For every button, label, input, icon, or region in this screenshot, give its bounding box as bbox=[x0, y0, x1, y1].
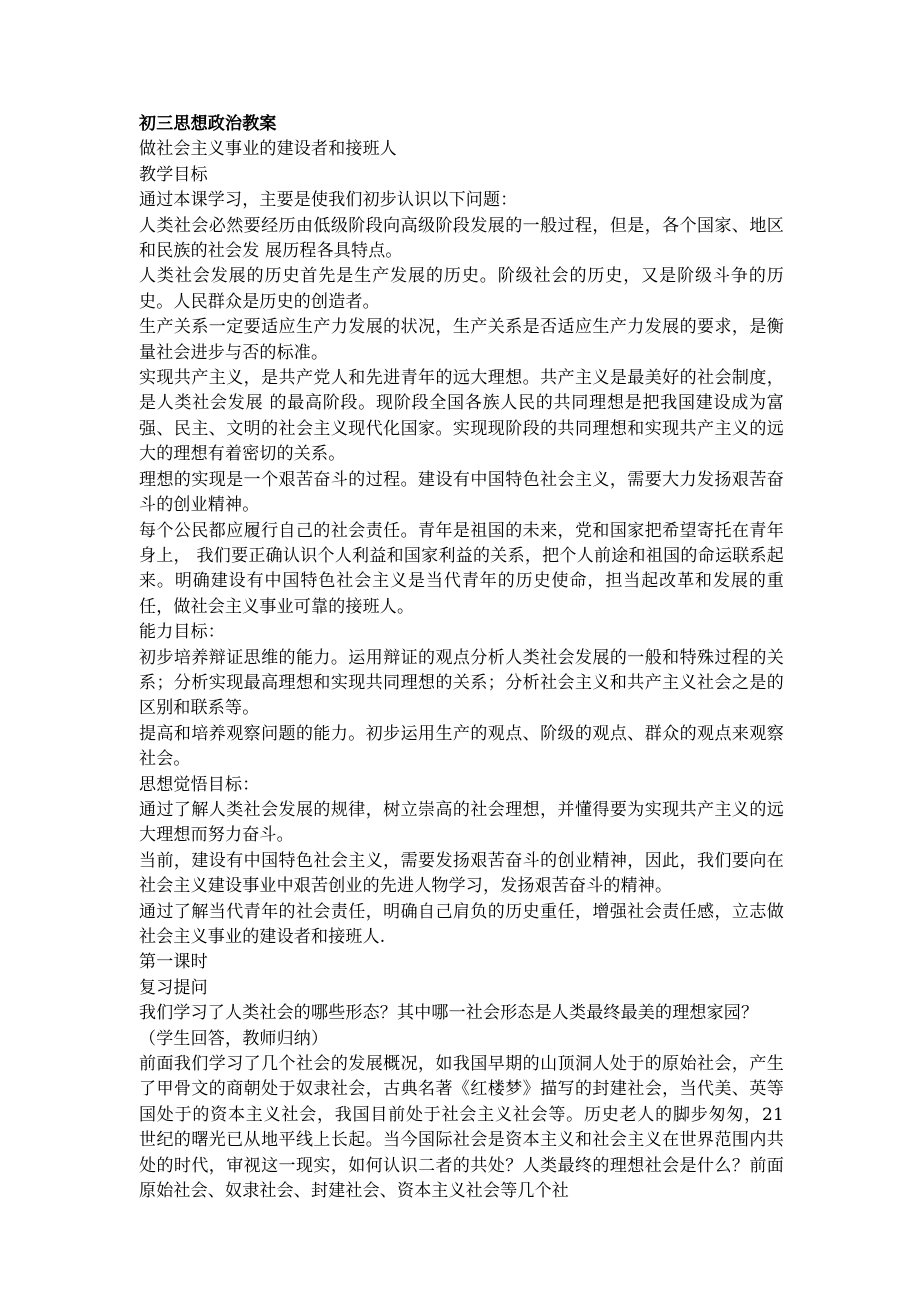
document-body bbox=[139, 112, 784, 1204]
paragraph: 通过了解人类社会发展的规律，树立崇高的社会理想，并懂得要为实现共产主义的远大理想而努力奋斗。 bbox=[139, 799, 784, 846]
section-heading-ability-goals: 能力目标： bbox=[139, 622, 225, 643]
paragraph: 生产关系一定要适应生产力发展的状况，生产关系是否适应生产力发展的要求，是衡量社会进步与否的标准。 bbox=[139, 317, 784, 363]
lesson-heading: 做社会主义事业的建设者和接班人 bbox=[139, 139, 397, 160]
paragraph: （学生回答，教师归纳） bbox=[139, 1028, 329, 1049]
paragraph: 实现共产主义，是共产党人和先进青年的远大理想。共产主义是最美好的社会制度，是人类社会发展 的最高阶段。现阶段全国各族人民的共同理想是把我国建设成为富强、民主、文明的社会主义现代化国家。实现现阶段的共同理想和实现共产主义的远大的理想有着密切的关系。 bbox=[139, 368, 784, 465]
paragraph: 每个公民都应履行自己的社会责任。青年是祖国的未来，党和国家把希望寄托在青年身上， 我们要正确认识个人利益和国家利益的关系，把个人前途和祖国的命运联系起来。明确建设有中国特色社会主义是当代青年的历史使命，担当起改革和发展的重任，做社会主义事业可靠的接班人。 bbox=[139, 520, 784, 617]
paragraph: 人类社会发展的历史首先是生产发展的历史。阶级社会的历史，又是阶级斗争的历史。人民群众是历史的创造者。 bbox=[139, 266, 784, 312]
document-title: 初三思想政治教案 bbox=[139, 114, 277, 134]
section-heading-teaching-goals: 教学目标 bbox=[139, 164, 208, 185]
paragraph: 我们学习了人类社会的哪些形态？其中哪一社会形态是人类最终最美的理想家园？ bbox=[139, 1003, 759, 1024]
paragraph: 当前，建设有中国特色社会主义，需要发扬艰苦奋斗的创业精神，因此，我们要向在社会主义建设事业中艰苦创业的先进人物学习，发扬艰苦奋斗的精神。 bbox=[139, 850, 784, 897]
paragraph: 初步培养辩证思维的能力。运用辩证的观点分析人类社会发展的一般和特殊过程的关系；分析实现最高理想和实现共同理想的关系；分析社会主义和共产主义社会之是的区别和联系等。 bbox=[139, 647, 784, 719]
section-heading-awareness-goals: 思想觉悟目标： bbox=[139, 774, 260, 795]
section-heading-first-period: 第一课时 bbox=[139, 952, 208, 973]
paragraph: 通过本课学习，主要是使我们初步认识以下问题： bbox=[139, 190, 518, 211]
section-heading-review-questions: 复习提问 bbox=[139, 977, 208, 998]
paragraph: 人类社会必然要经历由低级阶段向高级阶段发展的一般过程，但是，各个国家、地区和民族的社会发 展历程各具特点。 bbox=[139, 215, 784, 262]
paragraph: 前面我们学习了几个社会的发展概况，如我国早期的山顶洞人处于的原始社会，产生了甲骨文的商朝处于奴隶社会，古典名著《红楼梦》描写的封建社会，当代美、英等国处于的资本主义社会，我国目前处于社会主义社会等。历史老人的脚步匆匆，21 世纪的曙光已从地平线上长起。当今国际社会是资本主义和社会主义在世界范围内共处的时代，审视这一现实，如何认识二者的共处？人类最终的理想社会是什么？前面原始社会、奴隶社会、封建社会、资本主义社会等几个社 bbox=[139, 1054, 784, 1202]
paragraph: 通过了解当代青年的社会责任，明确自己肩负的历史重任，增强社会责任感，立志做社会主义事业的建设者和接班人. bbox=[139, 901, 784, 947]
paragraph: 提高和培养观察问题的能力。初步运用生产的观点、阶级的观点、群众的观点来观察社会。 bbox=[139, 723, 784, 770]
paragraph: 理想的实现是一个艰苦奋斗的过程。建设有中国特色社会主义，需要大力发扬艰苦奋斗的创业精神。 bbox=[139, 469, 784, 516]
